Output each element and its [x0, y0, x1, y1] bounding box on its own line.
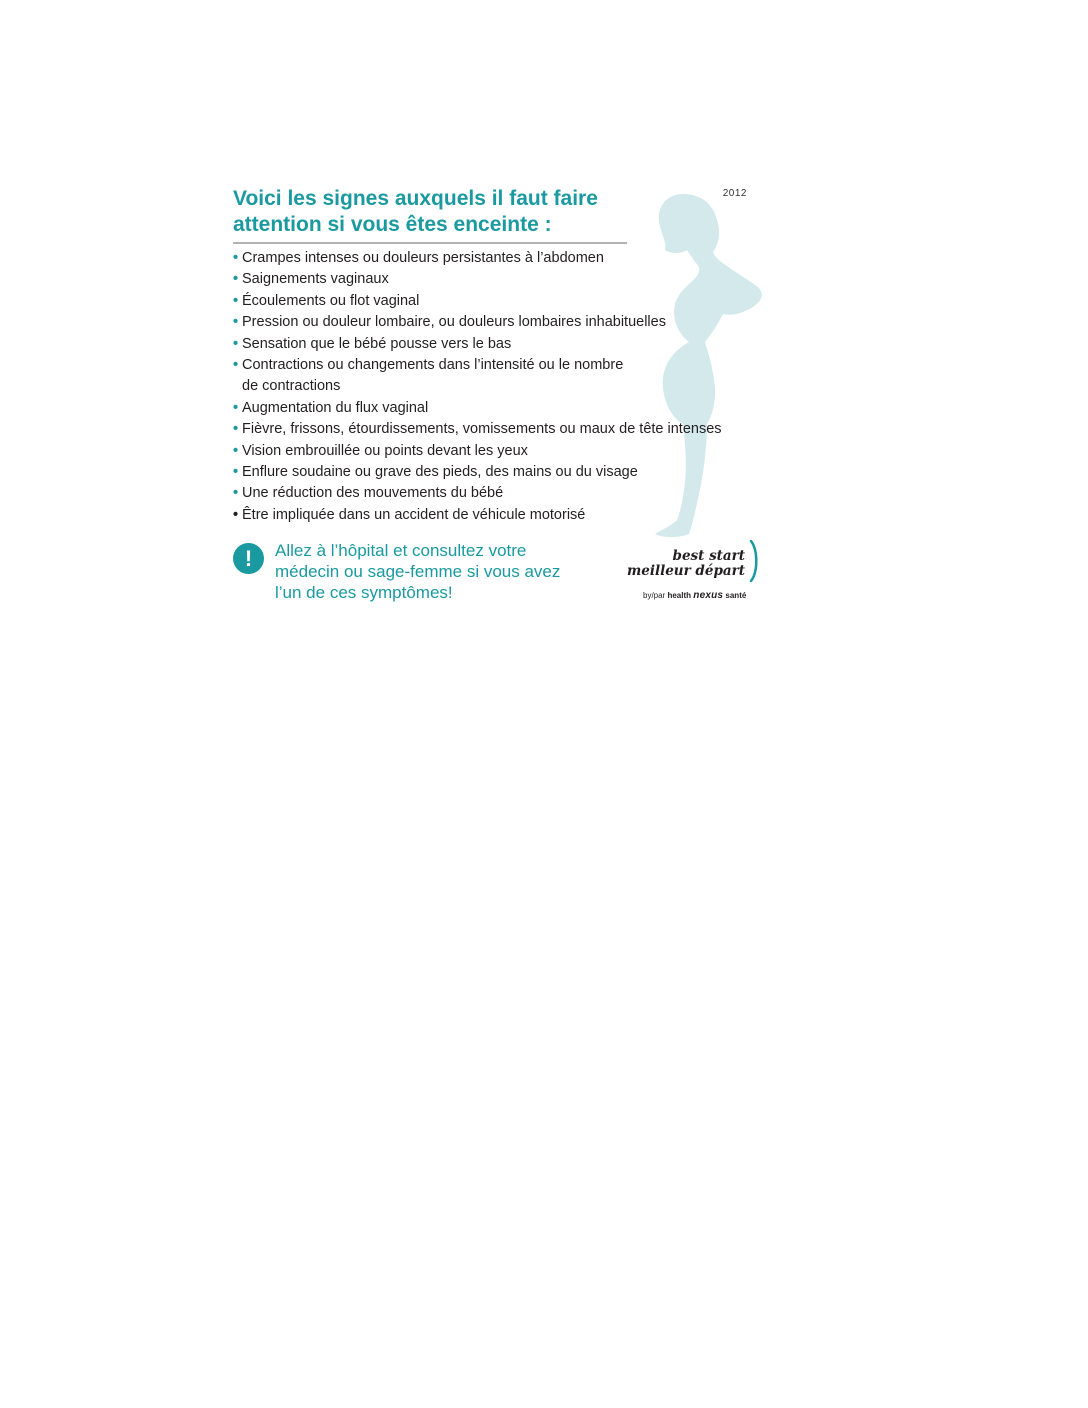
- page-title: [233, 186, 633, 238]
- list-item: • Enflure soudaine ou grave des pieds, des mains ou du visage: [233, 462, 753, 483]
- bullet-icon: •: [233, 250, 239, 266]
- logo-sante: santé: [725, 591, 747, 600]
- bullet-icon: •: [233, 314, 239, 331]
- list-item: • Sensation que le bébé pousse vers le bas: [233, 334, 753, 355]
- bullet-icon: •: [233, 357, 239, 374]
- alert-line-1: Allez à l’hôpital et consultez votre: [275, 541, 527, 560]
- list-item: • Saignements vaginaux: [233, 269, 753, 290]
- alert-line-3: l’un de ces symptômes!: [275, 583, 453, 602]
- bullet-icon: •: [233, 464, 239, 481]
- logo-line-2: meilleur départ: [626, 563, 745, 579]
- logo-line-1: best start: [672, 548, 745, 564]
- list-item: • Fièvre, frissons, étourdissements, vomissements ou maux de tête intenses: [233, 419, 753, 440]
- warning-signs-card: [233, 184, 763, 614]
- list-item: • Augmentation du flux vaginal: [233, 398, 753, 419]
- alert-line-2: médecin ou sage-femme si vous avez: [275, 562, 561, 581]
- bullet-icon: •: [233, 271, 239, 288]
- bullet-icon: •: [233, 421, 239, 438]
- list-item: • Pression ou douleur lombaire, ou douleurs lombaires inhabituelles: [233, 312, 753, 333]
- list-item: • Écoulements ou flot vaginal: [233, 291, 753, 312]
- bullet-icon: •: [233, 506, 239, 523]
- logo-health: health: [667, 591, 692, 600]
- logo-bracket-icon: [749, 540, 759, 582]
- logo-by-par: by/par: [643, 591, 666, 600]
- title-line-2: attention si vous êtes enceinte :: [233, 213, 552, 236]
- bullet-icon: •: [233, 442, 239, 459]
- list-item: • Crampes intenses ou douleurs persistantes à l’abdomen: [233, 248, 753, 269]
- logo-byline: [643, 590, 746, 601]
- signs-list: [233, 248, 753, 526]
- bullet-icon: •: [233, 292, 239, 309]
- bullet-icon: •: [233, 399, 239, 416]
- year-label: 2012: [722, 188, 747, 199]
- best-start-logo: [626, 540, 763, 604]
- list-item: • Contractions ou changements dans l’intensité ou le nombre: [233, 355, 753, 376]
- list-item-continuation: de contractions: [242, 378, 341, 395]
- title-divider: [233, 242, 627, 244]
- bullet-icon: •: [233, 335, 239, 352]
- bullet-icon: •: [233, 485, 239, 502]
- list-item: • Une réduction des mouvements du bébé: [233, 483, 753, 504]
- list-item: • Être impliquée dans un accident de véhicule motorisé: [233, 505, 753, 526]
- logo-nexus: nexus: [693, 590, 724, 601]
- alert-message: [275, 540, 595, 603]
- exclamation-circle-icon: !: [233, 543, 264, 574]
- title-line-1: Voici les signes auxquels il faut faire: [233, 187, 598, 210]
- list-item: • Vision embrouillée ou points devant les yeux: [233, 441, 753, 462]
